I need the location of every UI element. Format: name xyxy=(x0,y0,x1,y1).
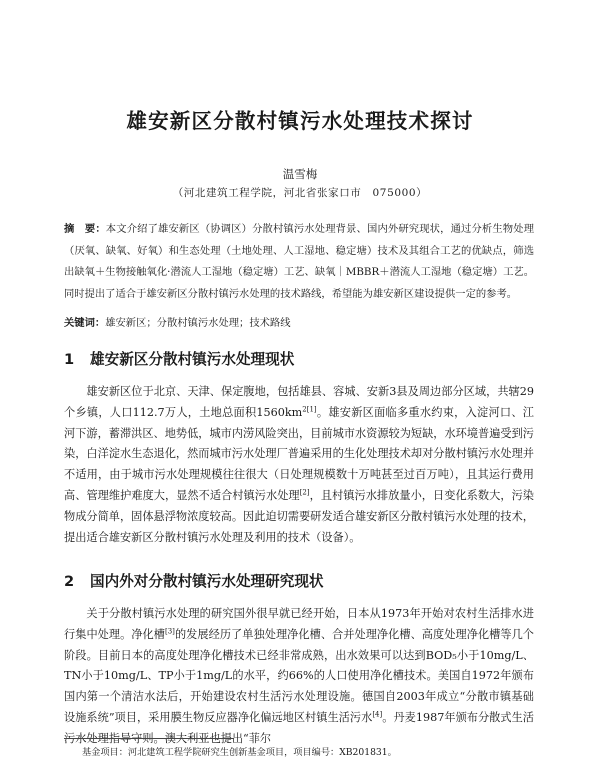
section-2-paragraph xyxy=(64,604,534,750)
paper-title: 雄安新区分散村镇污水处理技术探讨 xyxy=(126,109,474,133)
paragraph-text: 雄安新区位于北京、天津、保定腹地，包括雄县、容城、安新3县及周边部分区域，共辖29个乡镇，人口112.7万人，土地总面积1560km xyxy=(64,385,534,419)
paragraph-text: 关于分散村镇污水处理的研究国外很早就已经开始，日本从1973年开始对农村生活排水进行集中处理。净化槽 xyxy=(64,607,534,641)
citation-ref: [4] xyxy=(372,710,383,719)
keywords-label: 关键词： xyxy=(64,317,106,329)
paragraph-text: 。丹麦1987年颁布分散式生活污水处理指导守则。澳大利亚也提出“菲尔 xyxy=(64,710,534,745)
paragraph-text: 。雄安新区面临多重水约束，入淀河口、江河下游，蓄滞洪区、地势低，城市内涝风险突出，目前城市水资源较为短缺，水环境普遍受到污染，白洋淀水生态退化，然而城市污水处理厂普遍采用的生化处理技术却对分散村镇污水处理并不适用，由于城市污水处理规模往往很大（日处理规模数十万吨甚至过百万吨），且其运行费用高、管理维护难度大，显然不适合村镇污水处理 xyxy=(64,405,534,502)
section-number: 1 xyxy=(64,351,75,368)
section-title: 国内外对分散村镇污水处理研究现状 xyxy=(90,573,324,590)
abstract xyxy=(64,219,534,305)
section-title: 雄安新区分散村镇污水处理现状 xyxy=(90,351,295,368)
section-number: 2 xyxy=(64,573,75,590)
footnote-divider xyxy=(64,738,234,739)
paragraph-text: 的发展经历了单独处理净化槽、合并处理净化槽、高度处理净化槽等几个阶段。目前日本的高度处理净化槽技术已经非常成熟，出水效果可以达到BOD₅小于10mg/L、TN小于10mg/L、TP小于1mg/L的水平，约66%的人口使用净化槽技术。美国自1972年颁布国内第一个清洁水法后，开始建设农村生活污水处理设施。德国自2003年成立“分散市镇基础设施系统”项目，采用膜生物反应器净化偏远地区村镇生活污水 xyxy=(64,627,534,724)
abstract-text: 本文介绍了雄安新区（协调区）分散村镇污水处理背景、国内外研究现状，通过分析生物处理（厌氧、缺氧、好氧）和生态处理（土地处理、人工湿地、稳定塘）技术及其组合工艺的优缺点，筛选出缺氧＋生物接触氧化·潜流人工湿地（稳定塘）工艺、缺氧｜MBBR＋潜流人工湿地（稳定塘）工艺。同时提出了适合于雄安新区分散村镇污水处理的技术路线，希望能为雄安新区建设提供一定的参考。 xyxy=(64,223,535,300)
citation-ref: [2] xyxy=(299,488,310,497)
abstract-label: 摘 要： xyxy=(64,223,106,235)
keywords xyxy=(64,313,534,333)
section-1-paragraph xyxy=(64,382,534,548)
section-heading-2 xyxy=(64,570,324,591)
author-name: 温雪梅 xyxy=(282,167,318,181)
citation-ref: 2[1] xyxy=(302,405,317,414)
citation-ref: [3] xyxy=(165,627,175,636)
section-heading-1 xyxy=(64,348,294,369)
keywords-text: 雄安新区；分散村镇污水处理；技术路线 xyxy=(105,317,291,329)
paragraph-text: ，且村镇污水排放量小，日变化系数大，污染物成分简单，固体悬浮物浓度较高。因此迫切需要研发适合雄安新区分散村镇污水处理的技术，提出适合雄安新区分散村镇污水处理及利用的技术（设备）。 xyxy=(64,488,534,544)
author-affiliation: （河北建筑工程学院，河北省张家口市 075000） xyxy=(172,187,428,199)
funding-footnote: 基金项目：河北建筑工程学院研究生创新基金项目，项目编号：XB201831。 xyxy=(82,747,397,758)
